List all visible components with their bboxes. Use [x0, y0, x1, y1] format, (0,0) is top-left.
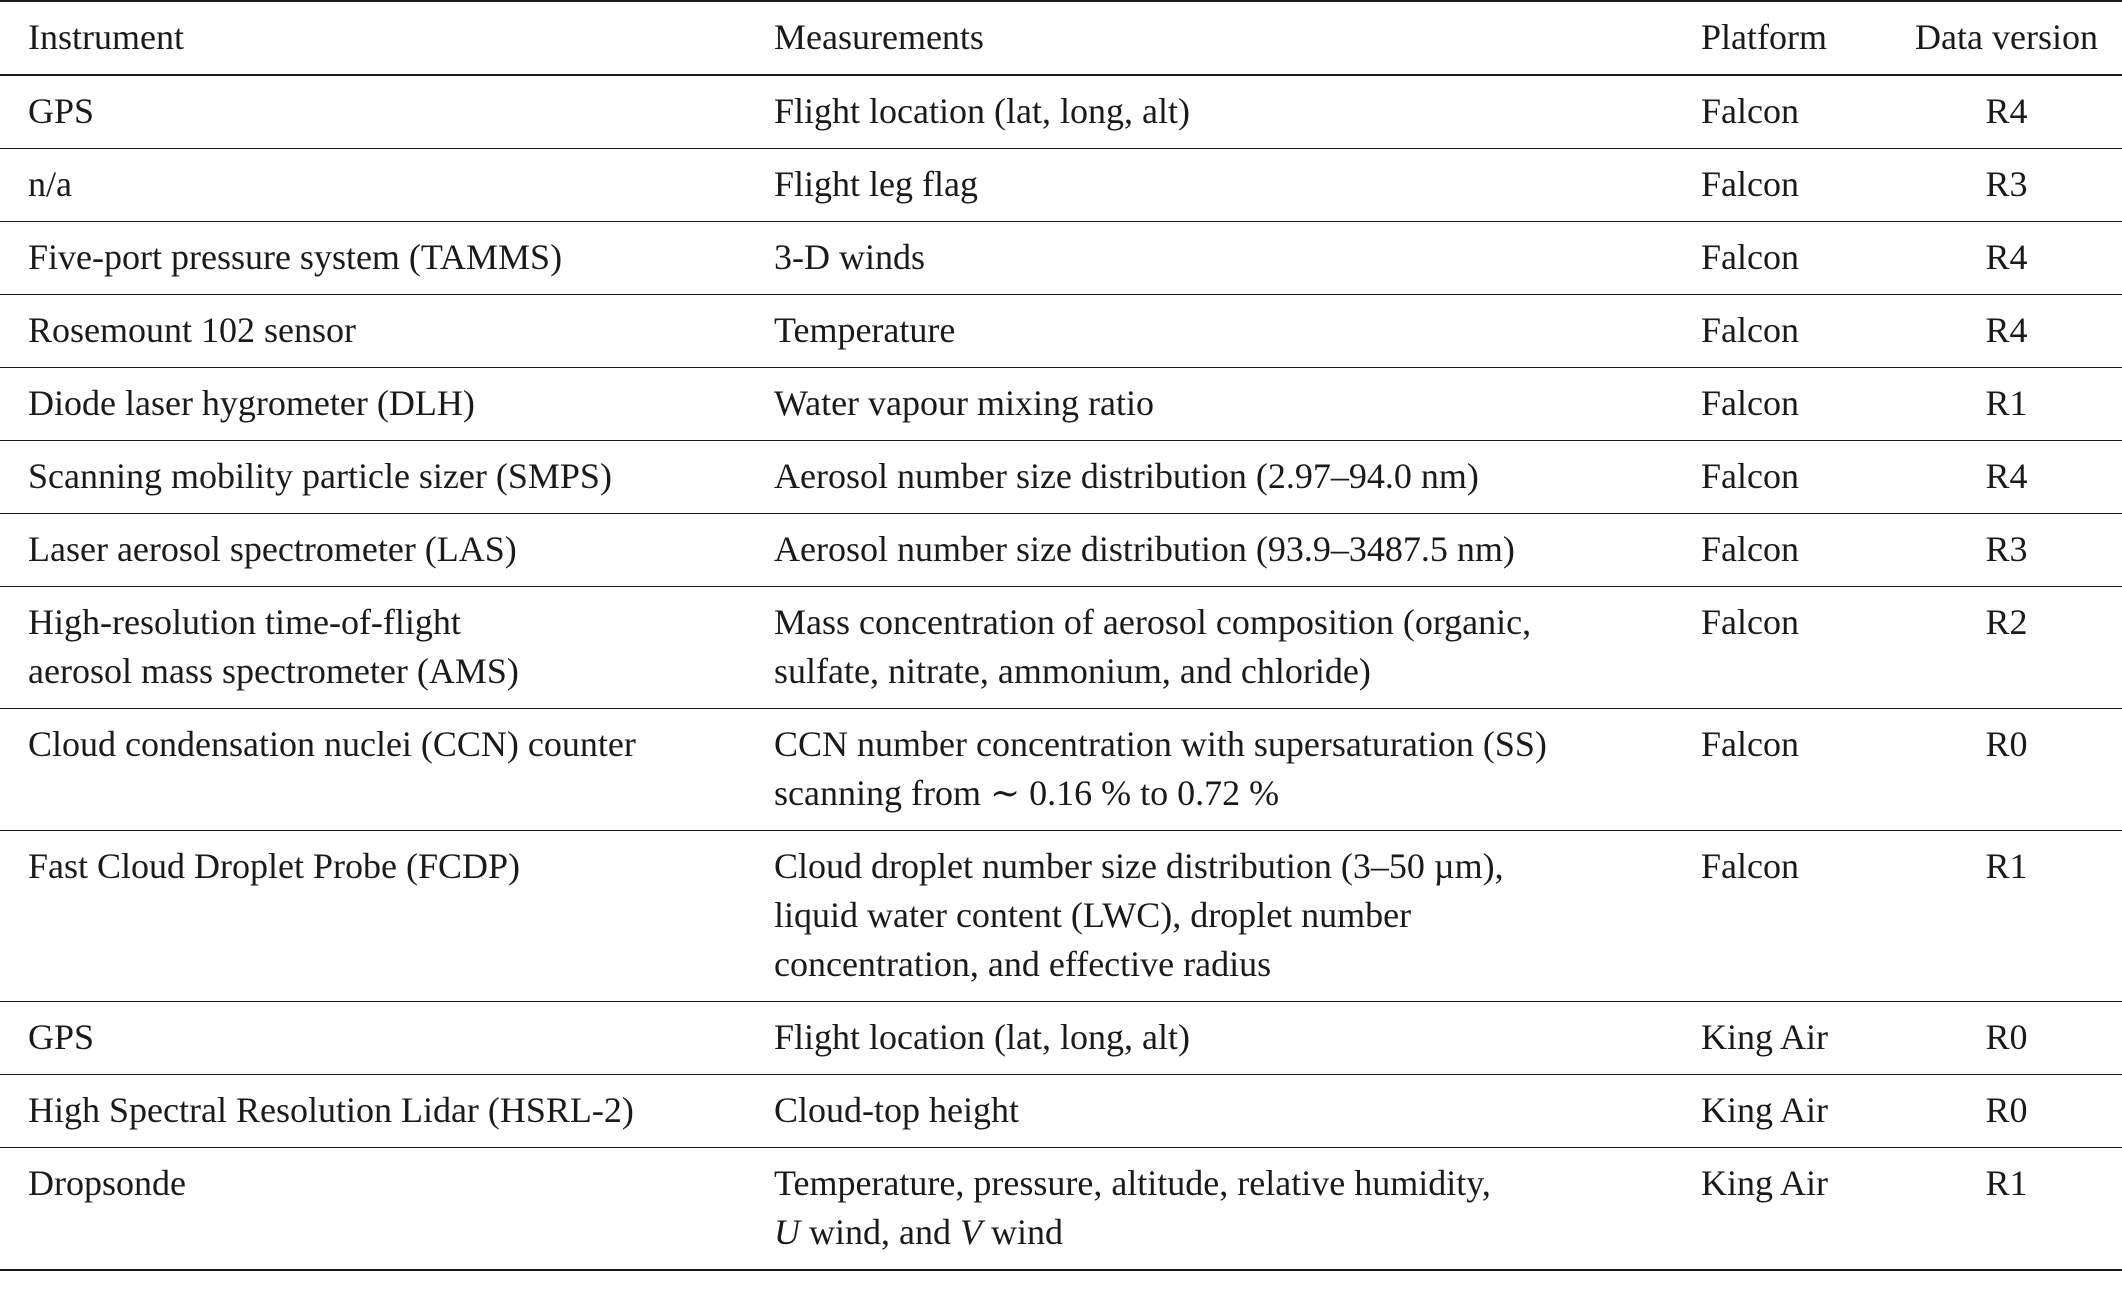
header-measurements: Measurements — [774, 17, 984, 57]
header-row — [0, 1, 2122, 75]
table-row — [0, 709, 2122, 831]
platform-cell: Falcon — [1701, 383, 1799, 423]
platform-cell: Falcon — [1701, 456, 1799, 496]
measurements-cell: Water vapour mixing ratio — [774, 383, 1154, 423]
table-row — [0, 149, 2122, 222]
instrument-cell: GPS — [28, 91, 95, 131]
instrument-cell: Laser aerosol spectrometer (LAS) — [28, 529, 517, 569]
table-row — [0, 75, 2122, 149]
measurements-cell: Temperature — [774, 310, 956, 350]
data-version-cell: R1 — [1985, 383, 2028, 423]
measurements-cell: Flight location (lat, long, alt) — [774, 91, 1190, 131]
data-version-cell: R4 — [1985, 310, 2028, 350]
data-version-cell: R0 — [1985, 1017, 2028, 1057]
table-body — [0, 75, 2122, 1270]
platform-cell: Falcon — [1701, 846, 1799, 886]
measurements-cell: Flight leg flag — [774, 164, 978, 204]
instrument-cell: Rosemount 102 sensor — [28, 310, 356, 350]
data-version-cell: R0 — [1985, 1090, 2028, 1130]
measurements-cell: Aerosol number size distribution (93.9–3487.5 nm) — [774, 529, 1515, 569]
measurements-cell — [746, 1148, 1674, 1271]
table-row — [0, 587, 2122, 709]
platform-cell: Falcon — [1701, 724, 1799, 764]
instrument-cell: High Spectral Resolution Lidar (HSRL-2) — [28, 1090, 634, 1130]
platform-cell: King Air — [1701, 1163, 1829, 1203]
measurements-cell: CCN number concentration with supersaturation (SS) scanning from ∼ 0.16 % to 0.72 % — [774, 724, 1547, 813]
instrument-cell: n/a — [28, 164, 72, 204]
table-row — [0, 1075, 2122, 1148]
data-version-cell: R0 — [1985, 724, 2028, 764]
measurements-cell: 3-D winds — [774, 237, 925, 277]
instrument-cell: High-resolution time-of-flight aerosol mass spectrometer (AMS) — [28, 602, 519, 691]
data-version-cell: R3 — [1985, 529, 2028, 569]
platform-cell: King Air — [1701, 1090, 1829, 1130]
platform-cell: Falcon — [1701, 529, 1799, 569]
table-row — [0, 441, 2122, 514]
table-row — [0, 1148, 2122, 1271]
data-version-cell: R1 — [1985, 1163, 2028, 1203]
table-row — [0, 295, 2122, 368]
u-variable: U — [774, 1212, 800, 1252]
table-header — [0, 1, 2122, 75]
data-version-cell: R1 — [1985, 846, 2028, 886]
measurements-cell: Flight location (lat, long, alt) — [774, 1017, 1190, 1057]
instrument-cell: GPS — [28, 1017, 95, 1057]
instrument-cell: Five-port pressure system (TAMMS) — [28, 237, 563, 277]
instrument-cell: Diode laser hygrometer (DLH) — [28, 383, 475, 423]
measurements-text: wind — [981, 1212, 1063, 1252]
data-version-cell: R4 — [1985, 91, 2028, 131]
table-row — [0, 1002, 2122, 1075]
measurements-cell: Mass concentration of aerosol composition (organic, sulfate, nitrate, ammonium, and chloride) — [774, 602, 1532, 691]
platform-cell: Falcon — [1701, 237, 1799, 277]
table-row — [0, 514, 2122, 587]
measurements-line — [774, 1208, 1674, 1257]
platform-cell: King Air — [1701, 1017, 1829, 1057]
table-row — [0, 368, 2122, 441]
data-version-cell: R2 — [1985, 602, 2028, 642]
platform-cell: Falcon — [1701, 164, 1799, 204]
header-instrument: Instrument — [28, 17, 184, 57]
measurements-cell: Cloud-top height — [774, 1090, 1019, 1130]
header-data-version: Data version — [1915, 17, 2098, 57]
measurements-line: Temperature, pressure, altitude, relative humidity, — [774, 1163, 1491, 1203]
instrument-cell: Fast Cloud Droplet Probe (FCDP) — [28, 846, 521, 886]
header-platform: Platform — [1701, 17, 1827, 57]
v-variable: V — [959, 1212, 982, 1252]
measurements-text: wind, and — [800, 1212, 960, 1252]
instrument-cell: Scanning mobility particle sizer (SMPS) — [28, 456, 612, 496]
platform-cell: Falcon — [1701, 310, 1799, 350]
data-version-cell: R3 — [1985, 164, 2028, 204]
table-row — [0, 831, 2122, 1002]
instrument-cell: Cloud condensation nuclei (CCN) counter — [28, 724, 636, 764]
data-version-cell: R4 — [1985, 456, 2028, 496]
data-version-cell: R4 — [1985, 237, 2028, 277]
table-row — [0, 222, 2122, 295]
measurements-cell: Cloud droplet number size distribution (3–50 µm), liquid water content (LWC), droplet number concentration, and effective radius — [774, 846, 1504, 984]
instrument-cell: Dropsonde — [28, 1163, 186, 1203]
platform-cell: Falcon — [1701, 602, 1799, 642]
platform-cell: Falcon — [1701, 91, 1799, 131]
measurements-cell: Aerosol number size distribution (2.97–94.0 nm) — [774, 456, 1479, 496]
